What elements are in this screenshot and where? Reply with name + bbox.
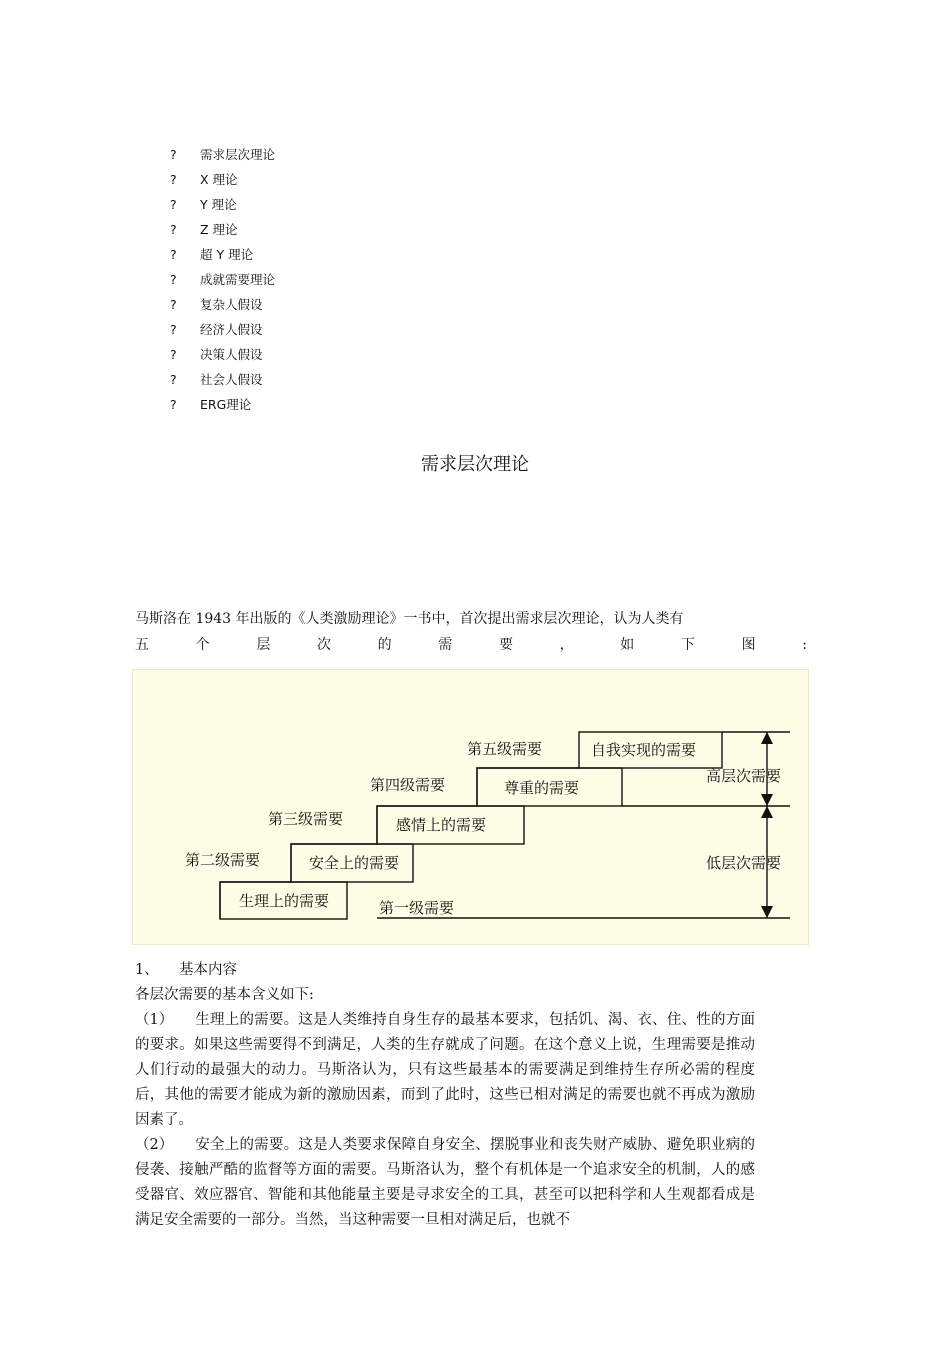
toc-item[interactable] [170,194,275,219]
toc-item[interactable] [170,294,275,319]
toc-item[interactable] [170,344,275,369]
box-label-esteem: 尊重的需要 [504,779,580,797]
arrow-up-top [761,732,773,744]
toc-bullet: ? [170,197,177,212]
toc-link-decision-man[interactable]: 决策人假设 [200,347,263,362]
intro-char: 下 [680,637,695,653]
toc-item[interactable] [170,319,275,344]
toc-bullet: ? [170,397,177,412]
intro-char: 层 [256,637,271,653]
toc-bullet: ? [170,172,177,187]
item-paragraph [135,1008,755,1133]
arrow-down-bottom [761,906,773,918]
level-label-4: 第四级需要 [370,776,446,794]
level-label-5: 第五级需要 [467,740,543,758]
toc-link-erg[interactable]: ERG理论 [200,397,252,412]
intro-line-2 [135,634,807,656]
box-label-self-actualization: 自我实现的需要 [591,741,697,759]
toc-list [170,144,275,419]
page-title: 需求层次理论 [421,454,529,475]
level-label-2: 第二级需要 [185,851,261,869]
intro-char: 个 [195,637,210,653]
section-number: 1、 [135,962,159,978]
body-text [135,958,755,1233]
intro-char: 五 [135,637,149,653]
toc-link-hierarchy[interactable]: 需求层次理论 [200,147,276,162]
toc-item[interactable] [170,369,275,394]
toc-link-complex-man[interactable]: 复杂人假设 [200,297,263,312]
low-level-label: 低层次需要 [706,854,782,872]
toc-bullet: ? [170,372,177,387]
box-label-safety: 安全上的需要 [309,854,400,872]
toc-item[interactable] [170,394,275,419]
toc-bullet: ? [170,247,177,262]
item-text: 安全上的需要。这是人类要求保障自身安全、摆脱事业和丧失财产威胁、避免职业病的侵袭、接触严酷的监督等方面的需要。马斯洛认为，整个有机体是一个追求安全的机制，人的感受器官、效应器官、智能和其他能量主要是寻求安全的工具，甚至可以把科学和人生观都看成是满足安全需要的一部分。当然，当这种需要一旦相对满足后，也就不 [135,1137,755,1228]
intro-char: 需 [438,637,453,653]
section-heading [135,958,755,983]
toc-bullet: ? [170,222,177,237]
toc-bullet: ? [170,322,177,337]
toc-link-theory-x[interactable]: X 理论 [200,172,238,187]
toc-link-theory-z[interactable]: Z 理论 [200,222,238,237]
toc-bullet: ? [170,272,177,287]
toc-item[interactable] [170,169,275,194]
intro-char: 要 [498,637,513,653]
arrow-down-mid [761,794,773,806]
toc-link-super-y[interactable]: 超 Y 理论 [200,247,254,262]
toc-item[interactable] [170,244,275,269]
item-text: 生理上的需要。这是人类维持自身生存的最基本要求，包括饥、渴、衣、住、性的方面的要求。如果这些需要得不到满足，人类的生存就成了问题。在这个意义上说，生理需要是推动人们行动的最强大的动力。马斯洛认为，只有这些最基本的需要满足到维持生存所必需的程度后，其他的需要才能成为新的激励因素，而到了此时，这些已相对满足的需要也就不再成为激励因素了。 [135,1012,755,1128]
intro-char: 次 [316,637,331,653]
hierarchy-diagram-svg [133,670,810,946]
intro-char: 的 [377,637,392,653]
toc-link-theory-y[interactable]: Y 理论 [200,197,237,212]
intro-char: 如 [620,637,635,653]
toc-link-achievement[interactable]: 成就需要理论 [200,272,276,287]
item-paragraph [135,1133,755,1233]
item-number: （2） [135,1137,174,1153]
intro-char: : [802,637,807,653]
intro-char: 图 [741,637,756,653]
toc-bullet: ? [170,297,177,312]
hierarchy-diagram [132,669,809,945]
box-label-physiological: 生理上的需要 [239,892,330,910]
toc-link-economic-man[interactable]: 经济人假设 [200,322,263,337]
box-label-love: 感情上的需要 [396,816,487,834]
toc-item[interactable] [170,144,275,169]
intro-char: ， [559,637,574,653]
toc-bullet: ? [170,147,177,162]
intro-line-1: 马斯洛在 1943 年出版的《人类激励理论》一书中，首次提出需求层次理论，认为人类有 [135,611,684,627]
lead-paragraph: 各层次需要的基本含义如下: [135,987,314,1003]
section-title: 基本内容 [179,962,237,978]
arrow-up-mid [761,806,773,818]
toc-item[interactable] [170,269,275,294]
level-label-3: 第三级需要 [268,810,344,828]
toc-item[interactable] [170,219,275,244]
high-level-label: 高层次需要 [706,767,782,785]
item-number: （1） [135,1012,174,1028]
level-label-1: 第一级需要 [379,899,455,917]
toc-link-social-man[interactable]: 社会人假设 [200,372,263,387]
toc-bullet: ? [170,347,177,362]
